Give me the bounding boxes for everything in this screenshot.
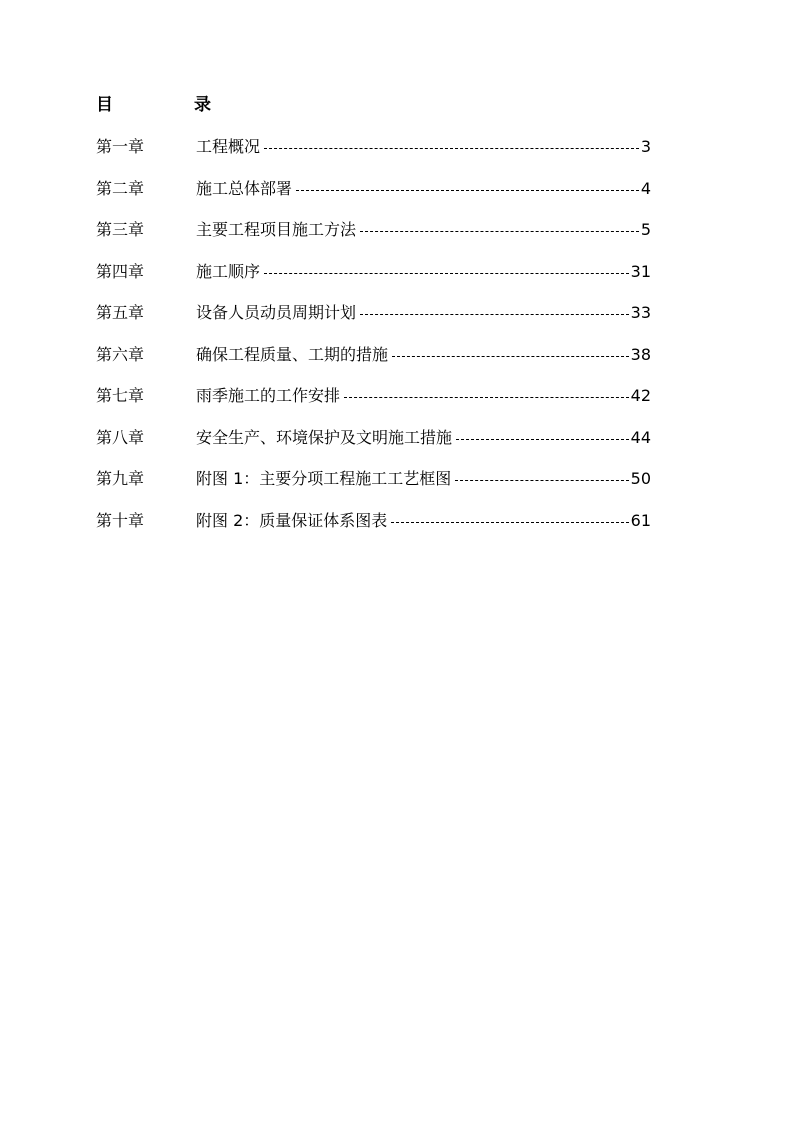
toc-dot-leader [344,383,629,409]
toc-chapter-label: 第九章 [96,469,145,488]
toc-entry-10[interactable] [96,508,651,550]
toc-heading-left: 目 [96,95,113,115]
toc-dot-leader [391,508,628,534]
toc-page-number: 31 [630,261,651,281]
toc-chapter-label: 第七章 [96,386,145,405]
toc-dot-leader [455,466,628,492]
toc-entry-6[interactable] [96,342,651,384]
toc-entry-3[interactable] [96,217,651,259]
toc-entry-title: 雨季施工的工作安排 [196,386,341,405]
toc-page-number: 33 [630,303,651,322]
toc-dot-leader [264,134,639,160]
toc-entry-title: 设备人员动员周期计划 [196,303,357,322]
toc-entry-8[interactable] [96,425,651,467]
toc-heading-right: 录 [194,95,211,115]
toc-entry-title: 工程概况 [196,137,261,156]
toc-chapter-label: 第五章 [96,303,145,322]
toc-chapter-label: 第二章 [96,178,145,198]
toc-chapter-label: 第四章 [96,261,145,281]
toc-dot-leader [360,300,629,326]
toc-entry-title: 施工顺序 [196,261,261,281]
toc-page-number: 44 [630,427,651,447]
toc-page-number: 50 [630,469,651,488]
toc-entry-title: 施工总体部署 [196,178,293,198]
toc-chapter-label: 第六章 [96,344,145,364]
toc-chapter-label: 第十章 [96,510,145,530]
toc-entry-title: 确保工程质量、工期的措施 [196,344,389,364]
toc-page-number: 42 [630,386,651,405]
toc-entry-title: 附图 1：主要分项工程施工工艺框图 [196,469,452,488]
toc-entry-5[interactable] [96,300,651,342]
toc-page-number: 38 [630,344,651,364]
toc-entry-7[interactable] [96,383,651,425]
toc-dot-leader [360,217,639,243]
toc-page-number: 5 [640,220,651,239]
toc-chapter-label: 第一章 [96,137,145,156]
toc-list [96,134,651,549]
toc-entry-4[interactable] [96,259,651,301]
toc-entry-title: 附图 2：质量保证体系图表 [196,510,388,530]
toc-entry-title: 主要工程项目施工方法 [196,220,357,239]
toc-dot-leader [456,425,629,451]
toc-chapter-label: 第三章 [96,220,145,239]
toc-page-number: 4 [640,178,651,198]
toc-entry-9[interactable] [96,466,651,508]
toc-chapter-label: 第八章 [96,427,145,447]
toc-page-number: 3 [640,137,651,156]
toc-dot-leader [392,342,629,368]
toc-page-number: 61 [630,510,651,530]
toc-dot-leader [264,259,629,285]
toc-dot-leader [296,176,639,202]
toc-entry-2[interactable] [96,176,651,218]
toc-entry-title: 安全生产、环境保护及文明施工措施 [196,427,453,447]
toc-entry-1[interactable] [96,134,651,176]
